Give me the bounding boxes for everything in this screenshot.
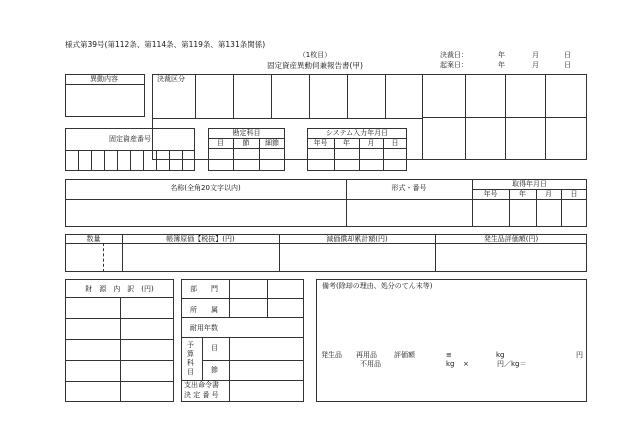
- valuation-label: 発生品評価額(円): [483, 235, 539, 243]
- system-day-label: 日: [391, 139, 399, 147]
- decision-number-label: 決 定 番 号: [184, 391, 219, 399]
- divider: [65, 84, 145, 85]
- sheet-count: （1枚目）: [298, 51, 332, 59]
- appraised-label: 評価額: [394, 351, 415, 359]
- divider: [229, 337, 230, 402]
- quantity-label: 数量: [86, 235, 101, 243]
- divider: [465, 74, 466, 160]
- divider: [271, 74, 272, 118]
- depreciation-label: 減価償却累計額(円): [326, 235, 388, 243]
- remarks-box: [316, 279, 587, 402]
- divider: [208, 148, 285, 149]
- divider: [202, 360, 304, 361]
- model-number-label: 形式・番号: [391, 184, 427, 192]
- system-date-label: システム入力年月日: [325, 129, 389, 137]
- digit-divider: [91, 150, 92, 171]
- approx-mark: ≡: [446, 351, 452, 359]
- divider: [233, 74, 234, 118]
- divider: [309, 74, 310, 118]
- funding-label: 財 源 内 訳 (円): [85, 285, 154, 293]
- generated-label: 発生品: [321, 351, 342, 359]
- decision-year-label: 年: [498, 51, 505, 59]
- divider: [152, 118, 422, 119]
- asset-number-label: 固定資産番号: [109, 135, 151, 143]
- digit-divider: [104, 150, 105, 171]
- account-label: 勘定科目: [232, 129, 261, 137]
- reusable-label: 再用品: [356, 351, 377, 359]
- acquired-year-label: 年: [519, 190, 526, 198]
- divider: [202, 337, 203, 380]
- decision-category-label: 決裁区分: [157, 75, 185, 83]
- decision-month-label: 月: [532, 51, 539, 59]
- unusable-label: 不用品: [360, 360, 381, 368]
- divider: [195, 74, 196, 118]
- budget-section-label: 節: [211, 366, 218, 374]
- origin-date-label: 起案日：: [440, 61, 468, 69]
- digit-divider: [143, 150, 144, 171]
- origin-month-label: 月: [532, 61, 539, 69]
- acquired-day-label: 日: [570, 190, 578, 198]
- divider: [181, 317, 304, 318]
- divider: [181, 298, 304, 299]
- account-item-label: 目: [217, 139, 224, 147]
- acquired-era-label: 年号: [483, 190, 498, 198]
- times-mark: ×: [463, 360, 469, 368]
- system-month-label: 月: [367, 139, 375, 147]
- divider: [545, 74, 546, 160]
- account-subsection-label: 細節: [265, 139, 279, 147]
- digit-divider: [130, 150, 131, 171]
- remarks-label: 備考(除却の理由、処分のてん末等): [322, 282, 433, 290]
- account-section-label: 節: [242, 139, 250, 147]
- divider: [347, 74, 348, 118]
- origin-day-label: 日: [564, 61, 571, 69]
- digit-divider: [169, 150, 170, 171]
- divider: [267, 279, 268, 317]
- budget-label: 予算科目: [187, 341, 194, 376]
- decision-day-label: 日: [564, 51, 571, 59]
- book-value-label: 帳簿原価【税抜】(円): [166, 235, 235, 243]
- divider: [422, 74, 423, 160]
- page-title: 固定資産異動伺兼報告書(甲): [267, 61, 363, 70]
- digit-divider: [182, 150, 183, 171]
- digit-divider: [117, 150, 118, 171]
- divider: [229, 279, 230, 317]
- system-era-label: 年号: [313, 139, 328, 147]
- divider: [65, 243, 587, 244]
- per-kg-mark: 円／kg＝: [497, 360, 527, 368]
- acquired-date-label: 取得年月日: [512, 180, 547, 188]
- divider: [120, 297, 121, 402]
- form-number: 様式第39号(第112条、第114条、第119条、第131条関係): [65, 40, 266, 49]
- acquired-month-label: 月: [545, 190, 552, 198]
- department-label: 部 門: [190, 285, 218, 293]
- digit-divider: [78, 150, 79, 171]
- belongs-label: 所 属: [190, 306, 218, 314]
- useful-life-label: 耐用年数: [190, 324, 218, 332]
- divider: [385, 74, 386, 118]
- divider: [307, 148, 407, 149]
- budget-item-label: 目: [211, 344, 218, 352]
- yen-mark: 円: [576, 351, 583, 359]
- quantity-sub-divider: [103, 243, 104, 272]
- divider: [181, 337, 304, 338]
- payment-order-label: 支出命令書: [184, 381, 219, 389]
- system-year-label: 年: [343, 139, 350, 147]
- decision-date-label: 決裁日：: [440, 51, 468, 59]
- asset-name-label: 名称(全角20文字以内): [170, 184, 241, 192]
- change-content-label: 異動内容: [90, 75, 118, 83]
- kg-mark: kg: [496, 351, 505, 359]
- divider: [505, 74, 506, 160]
- kg-mark-2: kg: [446, 360, 455, 368]
- origin-year-label: 年: [498, 61, 505, 69]
- digit-divider: [156, 150, 157, 171]
